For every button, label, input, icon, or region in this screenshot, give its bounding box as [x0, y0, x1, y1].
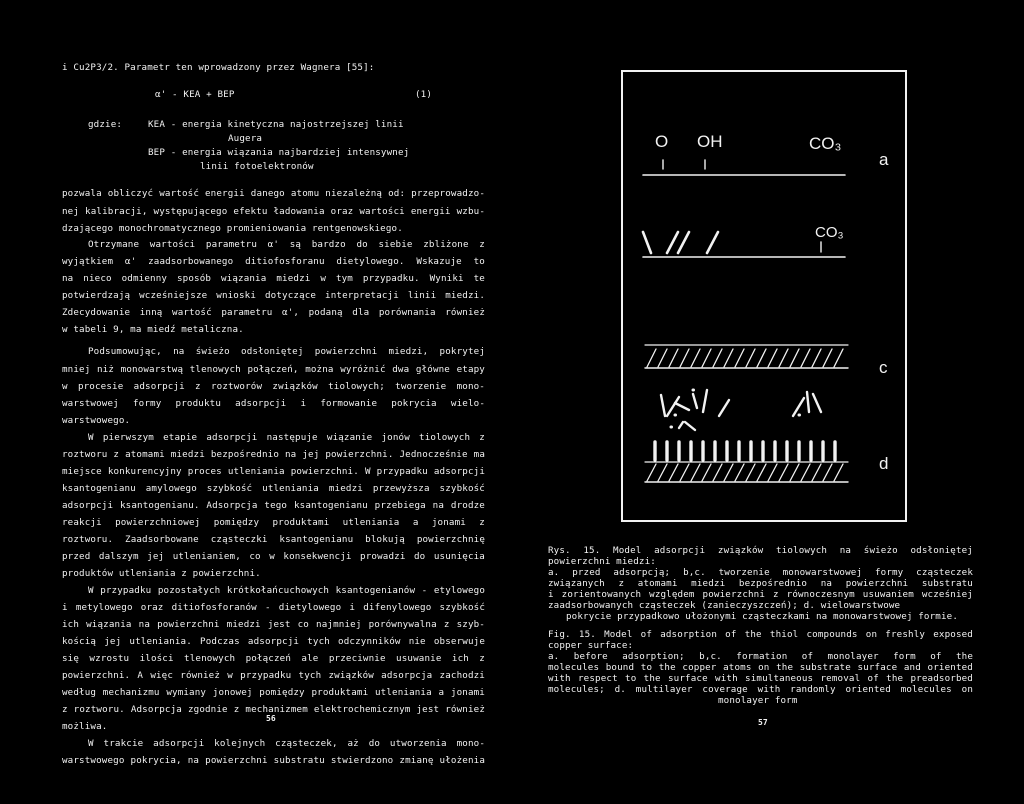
dots-d	[671, 390, 800, 427]
page-number: 56	[266, 714, 276, 723]
text-line: w tabeli 9, ma miedź metaliczna.	[62, 324, 244, 335]
text-line: ich wiązania na powierzchni miedzi jest co najmniej porównywalna z szyb-	[62, 619, 485, 630]
text-line: z roztworu. Adsorpcja zgodnie z mechanizmem elektrochemicznym jest również	[62, 704, 485, 715]
equation: α' - KEA + BEP	[155, 89, 235, 100]
text-line: na nieco odmienny sposób wiązania miedzi w tym przypadku. Wyniki te	[62, 273, 485, 284]
text-line: adsorpcji ksantogenianu. Adsorpcja tego ksantogenianu przebiega na drodze	[62, 500, 485, 511]
caption-pl-line: Rys. 15. Model adsorpcji związków tiolowych na świeżo odsłoniętej	[548, 545, 973, 556]
hydroxide-label: OH	[697, 132, 723, 151]
caption-pl-line: i zorientowanych względem powierzchni z równoczesnym usuwaniem wcześniej	[548, 589, 973, 600]
caption-pl-line: związanych z atomami miedzi bezpośrednio na powierzchni substratu	[548, 578, 973, 589]
text-line: produktów utleniania z powierzchni.	[62, 568, 261, 579]
text-line: roztworu z atomami miedzi bezpośrednio na jej powierzchni. Jednocześnie ma	[62, 449, 485, 460]
text-line: warstwowej formy produktu adsorpcji i formowanie pokrycia wielo-	[62, 398, 485, 409]
text-line: nej kalibracji, występującego efektu ładowania oraz wartości energii wzbu-	[62, 206, 485, 217]
random-molecules-d	[661, 390, 821, 430]
text-line: dzającego monochromatycznego promieniowania rentgenowskiego.	[62, 223, 403, 234]
oriented-molecules-b	[643, 232, 718, 253]
intro-line: i Cu2P3/2. Parametr ten wprowadzony przez Wagnera [55]:	[62, 62, 375, 73]
page-number: 57	[758, 718, 768, 727]
carbonate-label-a: CO₃	[809, 134, 842, 153]
equation-number: (1)	[415, 89, 433, 100]
text-line: Podsumowując, na świeżo odsłoniętej powierzchni miedzi, pokrytej	[88, 346, 485, 357]
monolayer-hatch-c	[647, 349, 843, 367]
carbonate-label-b: CO₃	[815, 224, 844, 241]
text-line: przed dalszym jej utlenianiem, co w konsekwencji prowadzi do usunięcia	[62, 551, 485, 562]
text-line: się wzrostu ilości tlenowych połączeń ale przeciwnie usuwanie ich z	[62, 653, 485, 664]
text-line: ksantogenianu amylowego szybkość utleniania miedzi przewyższa szybkość	[62, 483, 485, 494]
text-line: możliwa.	[62, 721, 108, 732]
text-line: w procesie adsorpcji z roztworów związków tiolowych; tworzenie mono-	[62, 381, 485, 392]
where-label: gdzie:	[88, 119, 123, 130]
caption-en-line: Fig. 15. Model of adsorption of the thiol compounds on freshly exposed	[548, 629, 973, 640]
caption-en-line: monolayer form	[718, 695, 798, 706]
text-line: W pierwszym etapie adsorpcji następuje wiązanie jonów tiolowych z	[88, 432, 485, 443]
text-line: kością jej utleniania. Podczas adsorpcji tych odczynników nie obserwuje	[62, 636, 485, 647]
text-line: Otrzymane wartości parametru α' są bardzo do siebie zbliżone z	[88, 239, 485, 250]
panel-label-a: a	[879, 150, 889, 169]
text-line: potwierdzają wcześniejsze wnioski dotyczące interpretacji linii miedzi.	[62, 290, 485, 301]
text-line: pozwala obliczyć wartość energii danego atomu niezależną od: przeprowadzo-	[62, 188, 485, 199]
text-line: Zdecydowanie inną wartość parametru α', podaną dla porównania również	[62, 307, 485, 318]
caption-pl-line: pokrycie przypadkowo ułożonymi cząsteczkami na monowarstwowej formie.	[566, 611, 959, 622]
text-line: W przypadku pozostałych krótkołańcuchowych ksantogenianów - etylowego	[88, 585, 485, 596]
text-line: według mechanizmu wymiany jonowej pomiędzy produktami utleniania a jonami	[62, 687, 485, 698]
text-line: W trakcie adsorpcji kolejnych cząsteczek, aż do utworzenia mono-	[88, 738, 485, 749]
text-line: mniej niż monowarstwą tlenowych połączeń, można wyróżnić dwa główne etapy	[62, 364, 485, 375]
text-line: reakcji powierzchniowej pomiędzy produktami utleniania a jonami z	[62, 517, 485, 528]
oriented-monolayer-d	[655, 442, 835, 460]
definition-line: linii fotoelektronów	[200, 161, 314, 172]
surface-hatch-d	[647, 464, 843, 481]
caption-pl-line: powierzchni miedzi:	[548, 556, 656, 567]
text-line: i metylowego oraz ditiofosforanów - dietylowego i difenylowego szybkość	[62, 602, 485, 613]
text-line: warstwowego pokrycia, na powierzchni substratu stwierdzono zmianę ułożenia	[62, 755, 485, 766]
panel-label-d: d	[879, 454, 889, 473]
definition-line: BEP - energia wiązania najbardziej intensywnej	[148, 147, 410, 158]
caption-en-line: copper surface:	[548, 640, 634, 651]
text-line: miejsce konkurencyjny proces utleniania powierzchni. W przypadku adsorpcji	[62, 466, 485, 477]
panel-label-c: c	[879, 358, 888, 377]
caption-en-line: with respect to the surface with simultaneous removal of the preadsorbed	[548, 673, 973, 684]
caption-en-line: molecules bound to the copper atoms on the substrate surface and oriented	[548, 662, 973, 673]
definition-line: KEA - energia kinetyczna najostrzejszej linii	[148, 119, 404, 130]
definition-line: Augera	[228, 133, 263, 144]
caption-en-line: molecules; d. multilayer coverage with randomly oriented molecules on	[548, 684, 973, 695]
text-line: wyjątkiem α' zaadsorbowanego ditiofosforanu dietylowego. Wskazuje to	[62, 256, 485, 267]
oxide-label: O	[655, 132, 669, 151]
caption-pl-line: zaadsorbowanych cząsteczek (zanieczyszczeń); d. wielowarstwowe	[548, 600, 901, 611]
text-line: roztworu. Zaadsorbowane cząsteczki ksantogenianu blokują powierzchnię	[62, 534, 485, 545]
adsorption-model-figure	[621, 70, 907, 522]
caption-pl-line: a. przed adsorpcją; b,c. tworzenie monowarstwowej formy cząsteczek	[548, 567, 973, 578]
caption-en-line: a. before adsorption; b,c. formation of monolayer form of the	[548, 651, 973, 662]
text-line: warstwowego.	[62, 415, 131, 426]
text-line: powierzchni. A więc również w przypadku tych związków adsorpcja zachodzi	[62, 670, 485, 681]
